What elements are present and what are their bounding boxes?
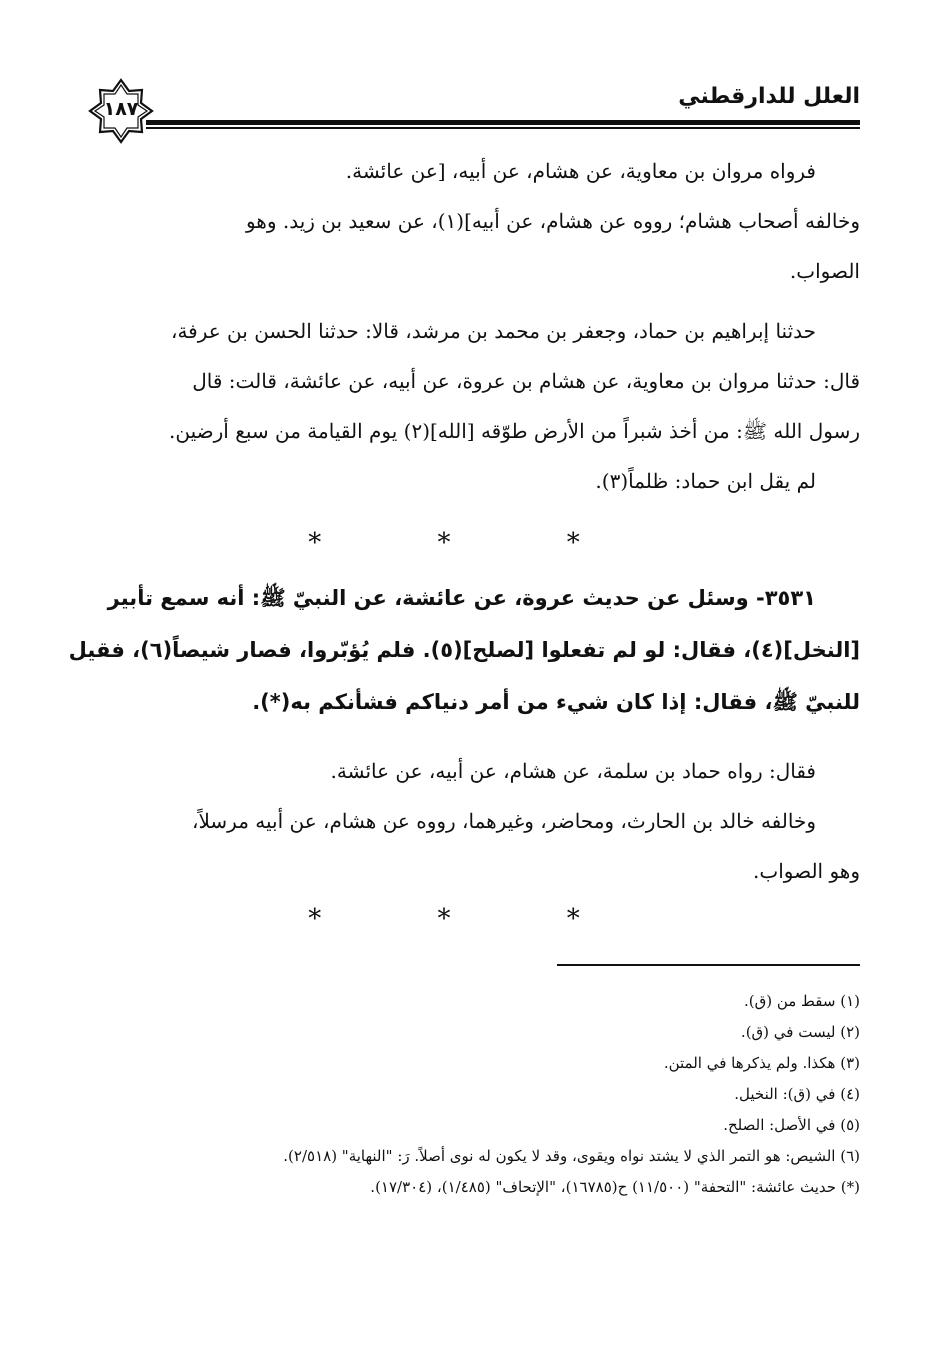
footnote: (٥) في الأصل: الصلح.: [723, 1116, 860, 1134]
footnotes: [82, 986, 860, 1203]
footnote: (٦) الشيص: هو التمر الذي لا يشتد نواه ويقوى، وقد لا يكون له نوى أصلاً. رَ: "النهاية" (٢/٥١٨).: [283, 1147, 860, 1165]
text-line: حدثنا إبراهيم بن حماد، وجعفر بن محمد بن مرشد، قالا: حدثنا الحسن بن عرفة،: [170, 319, 816, 343]
text-line: الصواب.: [789, 259, 860, 283]
paragraph-2: [82, 306, 860, 506]
section-separator: * * *: [308, 528, 634, 558]
footnote: (٤) في (ق): النخيل.: [734, 1085, 860, 1103]
page-number-badge: [88, 78, 154, 144]
header-rule: [146, 118, 860, 130]
running-title: العلل للدارقطني: [678, 84, 860, 109]
header-rule-thin: [146, 127, 860, 129]
text-line: قال: حدثنا مروان بن معاوية، عن هشام بن عروة، عن أبيه، عن عائشة، قالت: قال: [192, 369, 860, 393]
question-entry: [68, 572, 860, 728]
text-line: وخالفه خالد بن الحارث، ومحاضر، وغيرهما، رووه عن هشام، عن أبيه مرسلاً،: [192, 809, 816, 833]
footnote: (٢) ليست في (ق).: [740, 1023, 860, 1041]
text-line: وخالفه أصحاب هشام؛ رووه عن هشام، عن أبيه](١)، عن سعيد بن زيد. وهو: [245, 209, 860, 233]
text-line: وهو الصواب.: [753, 859, 860, 883]
text-line: فرواه مروان بن معاوية، عن هشام، عن أبيه، [عن عائشة.: [345, 159, 816, 183]
question-line: ٣٥٣١- وسئل عن حديث عروة، عن عائشة، عن النبيّ ﷺ: أنه سمع تأبير: [107, 586, 816, 610]
header-rule-thick: [146, 120, 860, 125]
text-line: فقال: رواه حماد بن سلمة، عن هشام، عن أبيه، عن عائشة.: [330, 759, 816, 783]
answer-paragraph: [82, 746, 860, 896]
section-separator: * * *: [308, 904, 634, 934]
page-number: ١٨٧: [103, 98, 139, 120]
page-header: [88, 78, 860, 148]
footnote: (١) سقط من (ق).: [743, 992, 860, 1010]
footnote: (٣) هكذا. ولم يذكرها في المتن.: [663, 1054, 860, 1072]
text-line: لم يقل ابن حماد: ظلماً(٣).: [595, 469, 816, 493]
question-line: [النخل](٤)، فقال: لو لم تفعلوا [لصلح](٥). فلم يُؤبّروا، فصار شيصاً(٦)، فقيل: [68, 638, 860, 662]
paragraph-1: [82, 146, 860, 296]
footnote-rule: [557, 964, 860, 966]
question-line: للنبيّ ﷺ، فقال: إذا كان شيء من أمر دنياكم فشأنكم به(*).: [252, 690, 860, 714]
footnote: (*) حديث عائشة: "التحفة" (١١/٥٠٠) ح(١٦٧٨٥)، "الإتحاف" (١/٤٨٥)، (١٧/٣٠٤).: [370, 1178, 860, 1196]
text-line: رسول الله ﷺ: من أخذ شبراً من الأرض طوّقه [الله](٢) يوم القيامة من سبع أرضين.: [169, 419, 860, 443]
